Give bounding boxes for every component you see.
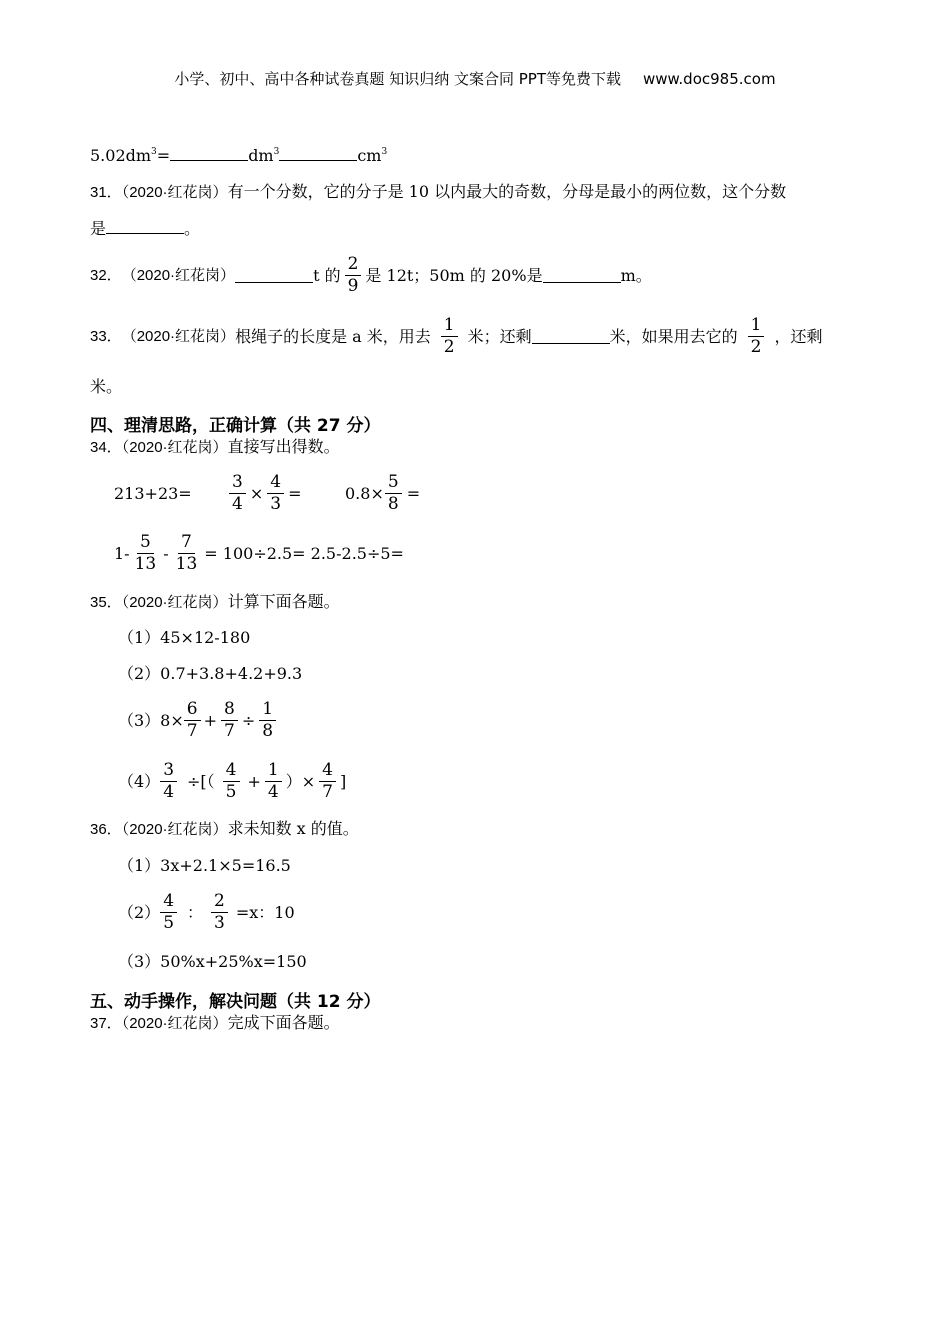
q35-number: 35． — [90, 594, 122, 611]
q33-line2: 米。 — [90, 377, 123, 396]
q37-source: （2020·红花岗） — [121, 1015, 228, 1032]
header-url: www.doc985.com — [642, 70, 776, 88]
q33-source: （2020·红花岗） — [121, 327, 236, 345]
q37-number: 37． — [90, 1015, 122, 1032]
q30-unit-cm: cm — [357, 146, 382, 165]
q30-unit-dm: dm — [248, 146, 274, 165]
q33-fraction-2: $\frac{1}{2}$ — [748, 315, 765, 358]
q30-exp2: 3 — [273, 147, 280, 157]
q32-text3: m。 — [620, 265, 652, 285]
q31-end: 。 — [184, 219, 201, 238]
q32-text2: 是 12t；50m 的 20%是 — [365, 265, 543, 285]
page-header — [0, 68, 950, 89]
q34-source: （2020·红花岗） — [121, 439, 228, 456]
q34-expr-2: $\frac{3}{4}$ × $\frac{4}{3}$ = — [229, 472, 301, 515]
q36-item-1: （1）3x+2.1×5=16.5 — [118, 856, 291, 875]
q36-item-2: （2） $\frac{4}{5}$ ： $\frac{2}{3}$ =x：10 — [118, 891, 295, 933]
q35-item-1: （1）45×12-180 — [118, 628, 251, 647]
q35-item-4: （4） $\frac{3}{4}$ ÷[（ $\frac{4}{5}$ + $\frac{1}{4}$ ）× $\frac{4}{7}$ ] — [118, 760, 347, 802]
q31-number: 31． — [90, 184, 122, 201]
q32-blank-2[interactable] — [543, 268, 621, 283]
q32-blank-1[interactable] — [235, 268, 313, 283]
q35-title — [90, 592, 340, 613]
q33-text2: 米；还剩 — [467, 326, 532, 346]
q30-eq: = — [156, 146, 171, 165]
q30-exp3: 3 — [381, 147, 388, 157]
q35-item-2: （2）0.7+3.8+4.2+9.3 — [118, 664, 303, 683]
q33-text4: ，还剩 — [774, 326, 823, 346]
q36-source: （2020·红花岗） — [121, 821, 228, 838]
q32-line — [90, 254, 652, 297]
q31-blank[interactable] — [106, 219, 184, 234]
q34-text: 直接写出得数。 — [227, 437, 340, 456]
q34-expr-3: 0.8× $\frac{5}{8}$ = — [345, 472, 421, 514]
q32-source: （2020·红花岗） — [121, 266, 236, 284]
q31-line2 — [90, 219, 200, 239]
q34-number: 34． — [90, 439, 122, 456]
q30-line — [90, 146, 387, 166]
q30-blank-1[interactable] — [170, 146, 248, 161]
q31-text2: 是 — [90, 219, 107, 238]
q34-expr-1: 213+23= — [114, 484, 192, 503]
q30-exp1: 3 — [151, 147, 157, 157]
q31-line1 — [90, 182, 786, 203]
q35-source: （2020·红花岗） — [121, 594, 228, 611]
q35-item-3: （3）8× $\frac{6}{7}$ + $\frac{8}{7}$ ÷ $\frac{1}{8}$ — [118, 699, 280, 742]
q36-title — [90, 819, 359, 840]
q37-text: 完成下面各题。 — [227, 1013, 340, 1032]
q31-text: 有一个分数，它的分子是 10 以内最大的奇数，分母是最小的两位数，这个分数 — [227, 182, 787, 201]
q34-title — [90, 437, 340, 458]
q36-item-3: （3）50%x+25%x=150 — [118, 952, 307, 971]
q32-text1: t 的 — [313, 265, 341, 285]
q36-number: 36． — [90, 821, 122, 838]
q32-number: 32． — [90, 266, 122, 284]
q37-title — [90, 1013, 340, 1034]
q30-blank-2[interactable] — [279, 146, 357, 161]
q33-number: 33． — [90, 327, 122, 345]
q33-line1 — [90, 315, 822, 358]
q33-text3: 米，如果用去它的 — [609, 326, 738, 346]
q36-text: 求未知数 x 的值。 — [227, 819, 359, 838]
section-5-heading: 五、动手操作，解决问题（共 12 分） — [90, 992, 381, 1012]
q32-fraction: $\frac{2}{9}$ — [345, 254, 362, 297]
q30-value: 5.02dm — [90, 146, 152, 165]
q35-text: 计算下面各题。 — [227, 592, 340, 611]
section-4-heading: 四、理清思路，正确计算（共 27 分） — [90, 416, 381, 436]
q31-source: （2020·红花岗） — [121, 184, 228, 201]
q33-fraction-1: $\frac{1}{2}$ — [441, 315, 458, 358]
q34-expr-row-2: 1- $\frac{5}{13}$ - $\frac{7}{13}$ = 100÷2.5= 2.5-2.5÷5= — [114, 532, 404, 574]
q33-text1: 根绳子的长度是 a 米，用去 — [235, 326, 431, 346]
q33-blank[interactable] — [532, 329, 610, 344]
header-text: 小学、初中、高中各种试卷真题 知识归纳 文案合同 PPT等免费下载 — [174, 70, 621, 88]
